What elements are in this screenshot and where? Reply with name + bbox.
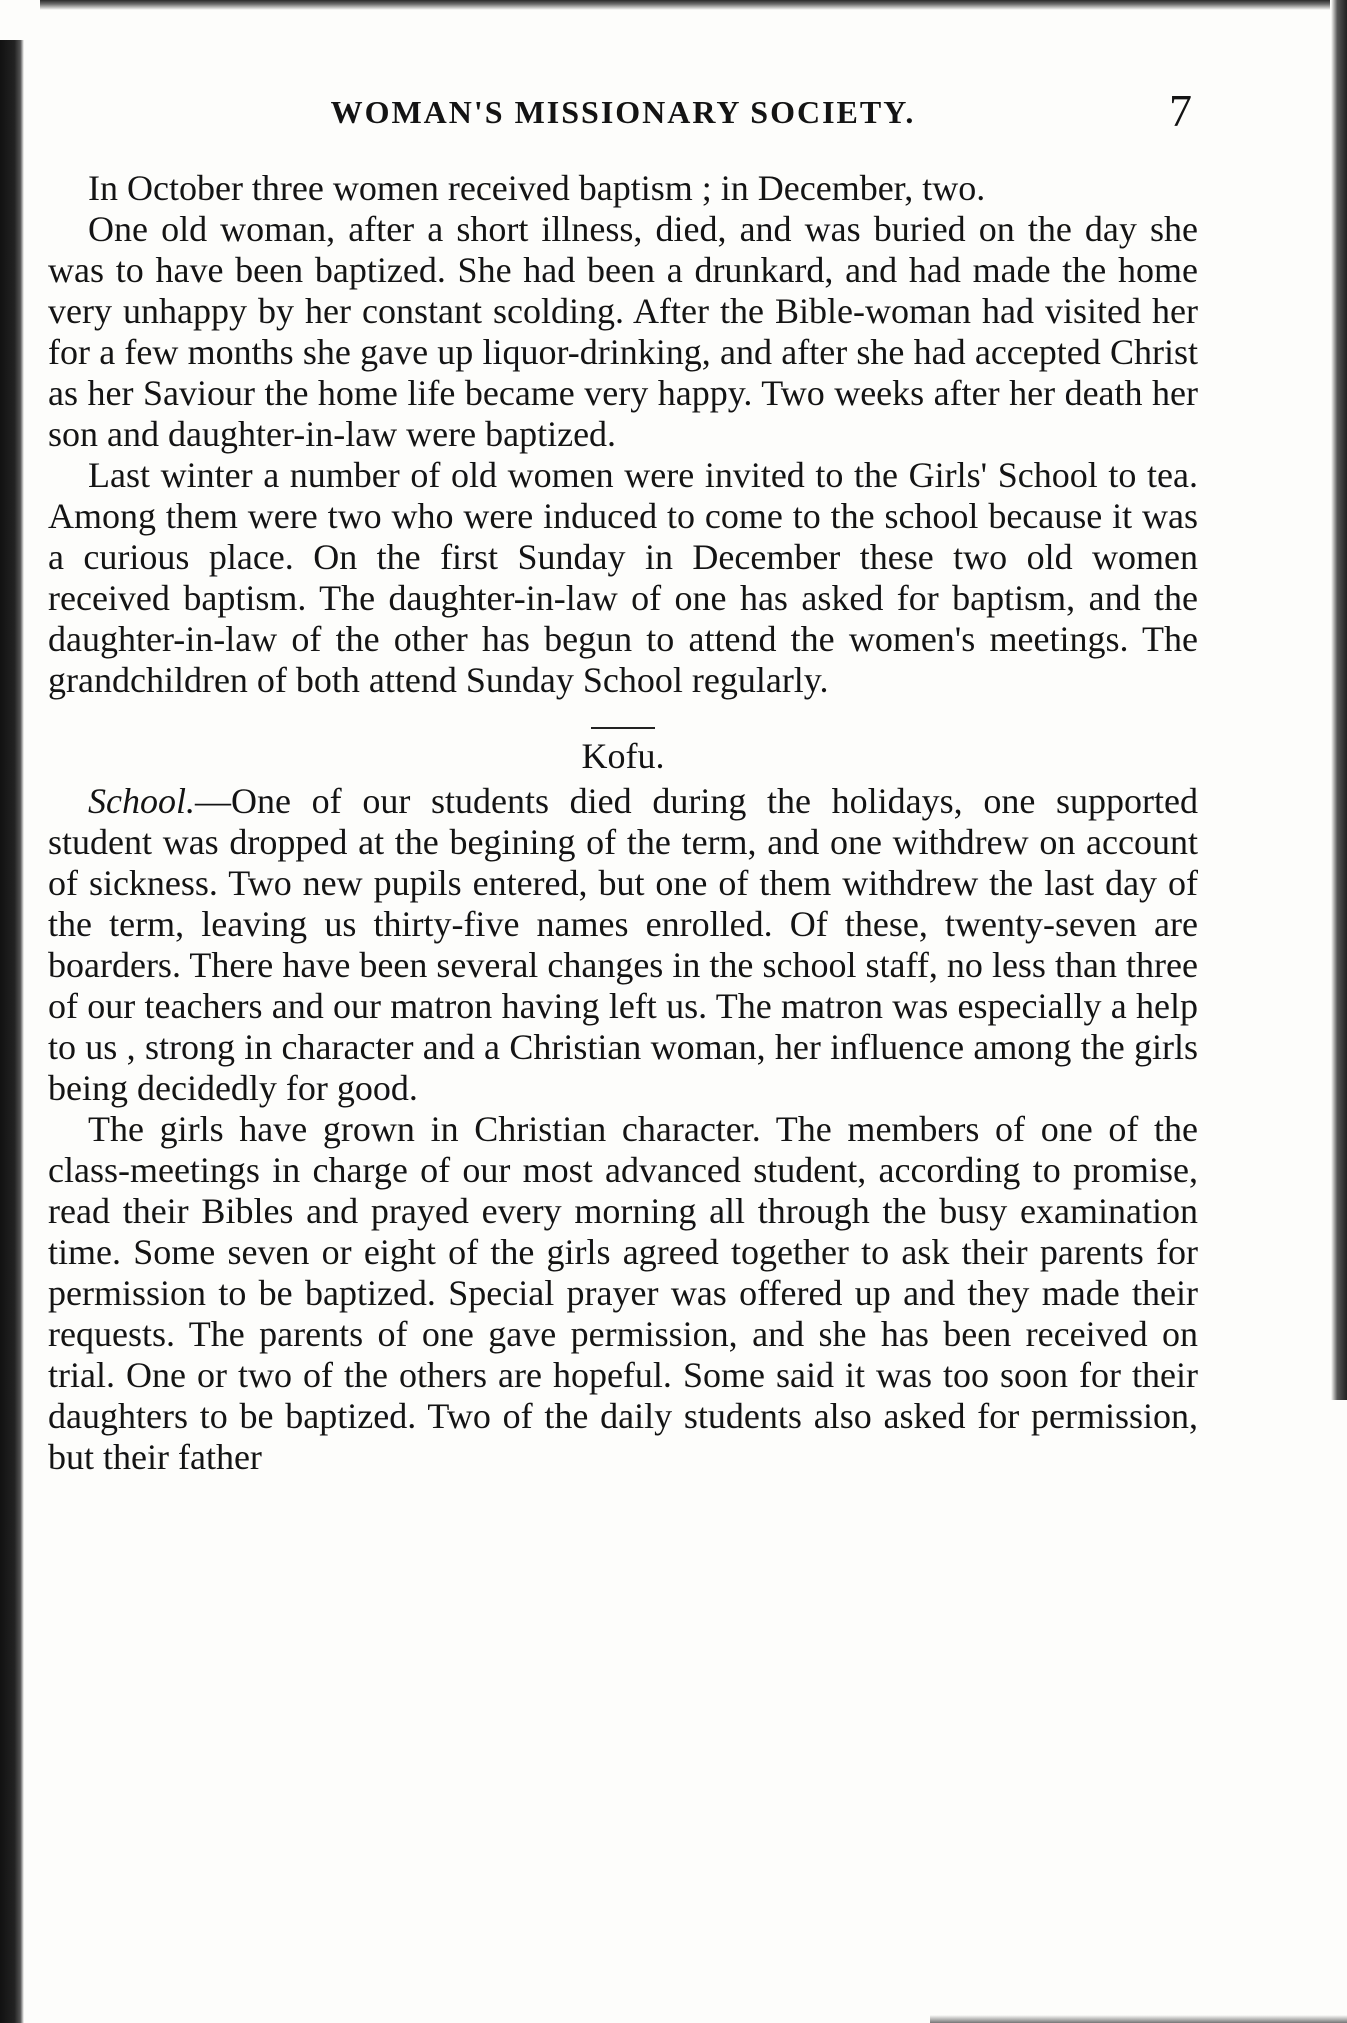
paragraph-baptisms: In October three women received baptism ; in December, two.: [88, 168, 986, 208]
school-text: —One of our students died during the holidays, one supported student was dropped at the begining of the term, and one withdrew on account of sickness. Two new pupils entered, but one of them withdrew the last day of the term, leaving us thirty-five names enrolled. Of these, twenty-seven are boarders. There have been several changes in the school staff, no less than three of our teachers and our matron having left us. The matron was especially a help to us , strong in character and a Christian woman, her influence among the girls being decidedly for good.: [48, 781, 1198, 1108]
section-heading: Kofu.: [581, 736, 665, 776]
run-in-heading: School.: [88, 781, 195, 821]
scan-edge-right: [1331, 0, 1347, 1400]
page-number: 7: [1169, 85, 1192, 136]
paragraph-girls-school-tea: Last winter a number of old women were invited to the Girls' School to tea. Among them were two who were induced to come to the school because it was a curious place. On the first Sunday in December these two old women received baptism. The daughter-in-law of one has asked for baptism, and the daughter-in-law of the other has begun to attend the women's meetings. The grandchildren of both attend Sunday School regularly.: [48, 455, 1198, 700]
running-title: WOMAN'S MISSIONARY SOCIETY.: [330, 94, 916, 130]
section-divider: [591, 727, 655, 729]
scan-edge-top: [40, 0, 1330, 10]
text-column: [48, 84, 1198, 1478]
paragraph-old-woman: One old woman, after a short illness, died, and was buried on the day she was to have been baptized. She had been a drunkard, and had made the home very unhappy by her constant scolding. After the Bible-woman had visited her for a few months she gave up liquor-drinking, and after she had accepted Christ as her Saviour the home life became very happy. Two weeks after her death her son and daughter-in-law were baptized.: [48, 209, 1198, 454]
scan-edge-left: [0, 40, 24, 2023]
paragraph-christian-character: The girls have grown in Christian character. The members of one of the class-meetings in charge of our most advanced student, according to promise, read their Bibles and prayed every morning all through the busy examination time. Some seven or eight of the girls agreed together to ask their parents for permission to be baptized. Special prayer was offered up and they made their requests. The parents of one gave permission, and she has been received on trial. One or two of the others are hopeful. Some said it was too soon for their daughters to be baptized. Two of the daily students also asked for permission, but their father: [48, 1109, 1198, 1477]
scan-edge-bottom: [930, 2015, 1347, 2023]
paragraph-school: [48, 781, 1198, 1109]
running-head: [48, 84, 1198, 140]
